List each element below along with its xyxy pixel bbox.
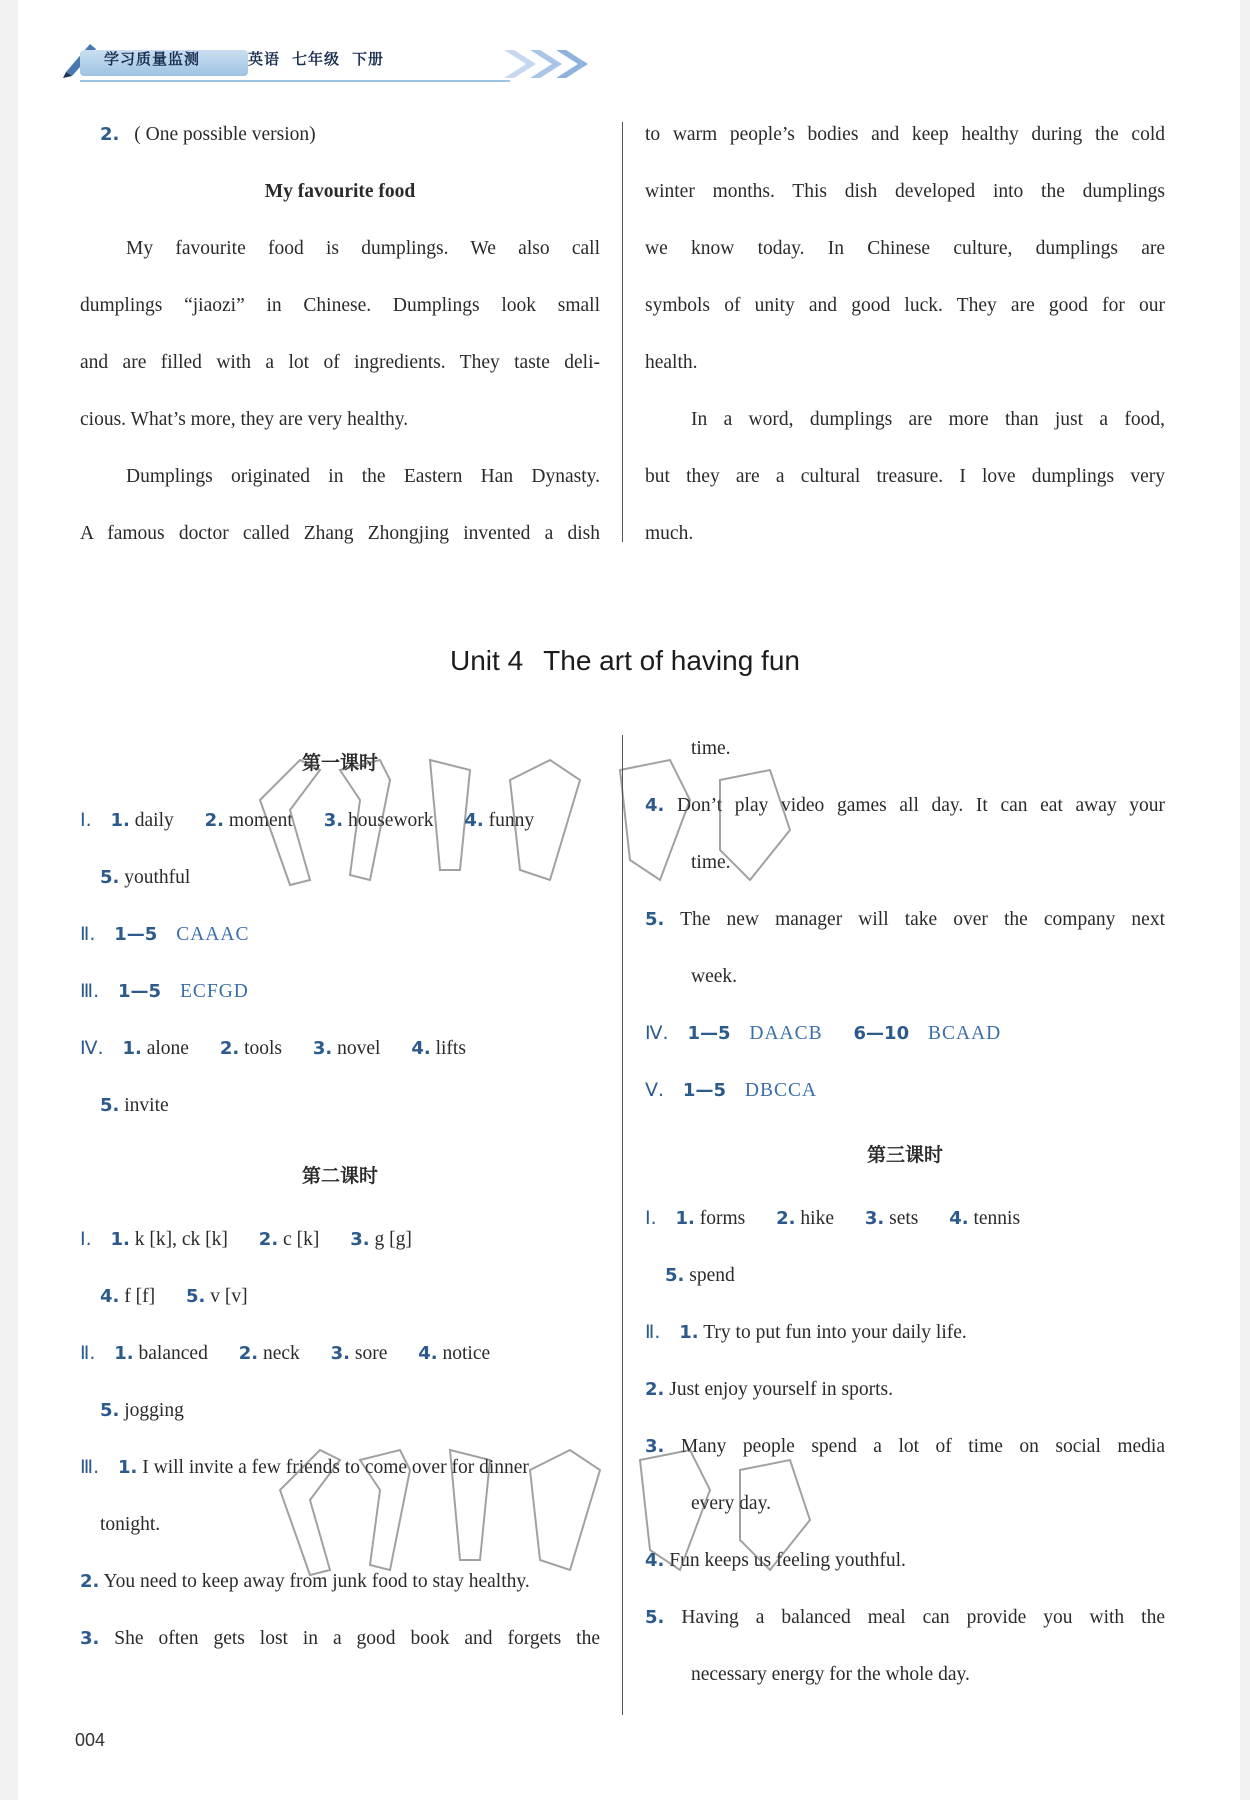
subject: 英语: [248, 50, 281, 68]
answer-line: Ⅲ. 1—5 ECFGD: [80, 980, 249, 1002]
answer-line: 4. Don’t play video games all day. It can eat away your: [645, 795, 1166, 816]
answer-line: tonight.: [100, 1514, 161, 1535]
volume: 下册: [352, 50, 385, 68]
answer-line: Ⅱ. 1. Try to put fun into your daily life.: [645, 1321, 967, 1343]
book-info: [248, 48, 396, 69]
essay-line: Dumplings originated in the Eastern Han Dynasty.: [126, 466, 600, 487]
answer-line: 5. spend: [665, 1265, 735, 1286]
answer-line: 2. You need to keep away from junk food to stay healthy.: [80, 1571, 530, 1592]
chevrons-icon: [500, 46, 600, 82]
essay-line: but they are a cultural treasure. I love dumplings very: [645, 466, 1165, 487]
answer-line: Ⅳ. 1. alone 2. tools 3. novel 4. lifts: [80, 1037, 466, 1059]
lesson-title: 第一课时: [301, 752, 378, 774]
essay-line: winter months. This dish developed into the dumplings: [645, 181, 1165, 202]
grade: 七年级: [292, 50, 341, 68]
essay-line: and are filled with a lot of ingredients. They taste deli-: [80, 352, 600, 373]
answer-line: Ⅱ. 1. balanced 2. neck 3. sore 4. notice: [80, 1342, 491, 1364]
essay-line: cious. What’s more, they are very healthy.: [80, 409, 409, 430]
lesson-title: 第二课时: [301, 1165, 378, 1187]
answer-line: Ⅰ. 1. forms 2. hike 3. sets 4. tennis: [645, 1207, 1021, 1229]
watermark-icon: [250, 740, 810, 890]
essay-left-column: [80, 106, 600, 562]
answer-line: Ⅱ. 1—5 CAAAC: [80, 923, 250, 945]
answer-line: Ⅰ. 1. daily 2. moment 3. housework 4. funny: [80, 809, 535, 831]
answer-line: 5. youthful: [100, 867, 191, 888]
watermark-icon: [270, 1430, 830, 1580]
answer-line: necessary energy for the whole day.: [691, 1664, 970, 1685]
answer-line: 5. jogging: [100, 1400, 184, 1421]
answer-line: 5. Having a balanced meal can provide you with the: [645, 1607, 1165, 1628]
header-rule: [80, 80, 510, 82]
answer-line: week.: [691, 966, 738, 987]
answer-line: 5. The new manager will take over the company next: [645, 909, 1165, 930]
essay-line: My favourite food is dumplings. We also call: [126, 238, 600, 259]
essay-line: we know today. In Chinese culture, dumplings are: [645, 238, 1165, 259]
answer-line: Ⅲ. 1. I will invite a few friends to come over for dinner: [80, 1456, 529, 1478]
answer-line: Ⅳ. 1—5 DAACB 6—10 BCAAD: [645, 1022, 1002, 1044]
version-note: ( One possible version): [134, 124, 316, 145]
answer-line: time.: [691, 738, 731, 759]
answer-line: every day.: [691, 1493, 771, 1514]
answer-line: 5. invite: [100, 1095, 169, 1116]
essay-line: A famous doctor called Zhang Zhongjing invented a dish: [80, 523, 600, 544]
answer-line: time.: [691, 852, 731, 873]
series-title: 学习质量监测: [104, 50, 201, 68]
answer-line: 3. Many people spend a lot of time on social media: [645, 1436, 1165, 1457]
question-number: 2.: [100, 124, 120, 145]
answer-line: Ⅰ. 1. k [k], ck [k] 2. c [k] 3. g [g]: [80, 1228, 412, 1250]
essay-right-column: [645, 106, 1165, 562]
lesson-title: 第三课时: [866, 1144, 943, 1166]
essay-line: In a word, dumplings are more than just a food,: [691, 409, 1165, 430]
essay-line: symbols of unity and good luck. They are good for our: [645, 295, 1165, 316]
answer-line: 2. Just enjoy yourself in sports.: [645, 1379, 893, 1400]
page-number: 004: [75, 1730, 106, 1750]
answer-line: Ⅴ. 1—5 DBCCA: [645, 1079, 818, 1101]
answer-line: 4. f [f] 5. v [v]: [100, 1286, 248, 1307]
essay-line: health.: [645, 352, 698, 373]
answer-line: 3. She often gets lost in a good book and forgets the: [80, 1628, 601, 1649]
unit-name: The art of having fun: [543, 645, 800, 676]
essay-line: to warm people’s bodies and keep healthy during the cold: [645, 124, 1165, 145]
essay-title: My favourite food: [264, 181, 416, 202]
essay-line: dumplings “jiaozi” in Chinese. Dumplings look small: [80, 295, 600, 316]
unit-title: [0, 645, 1250, 677]
answer-line: 4. Fun keeps us feeling youthful.: [645, 1550, 906, 1571]
column-divider: [622, 122, 623, 542]
essay-line: much.: [645, 523, 694, 544]
page-header: [60, 44, 600, 86]
unit-number: Unit 4: [450, 645, 524, 676]
